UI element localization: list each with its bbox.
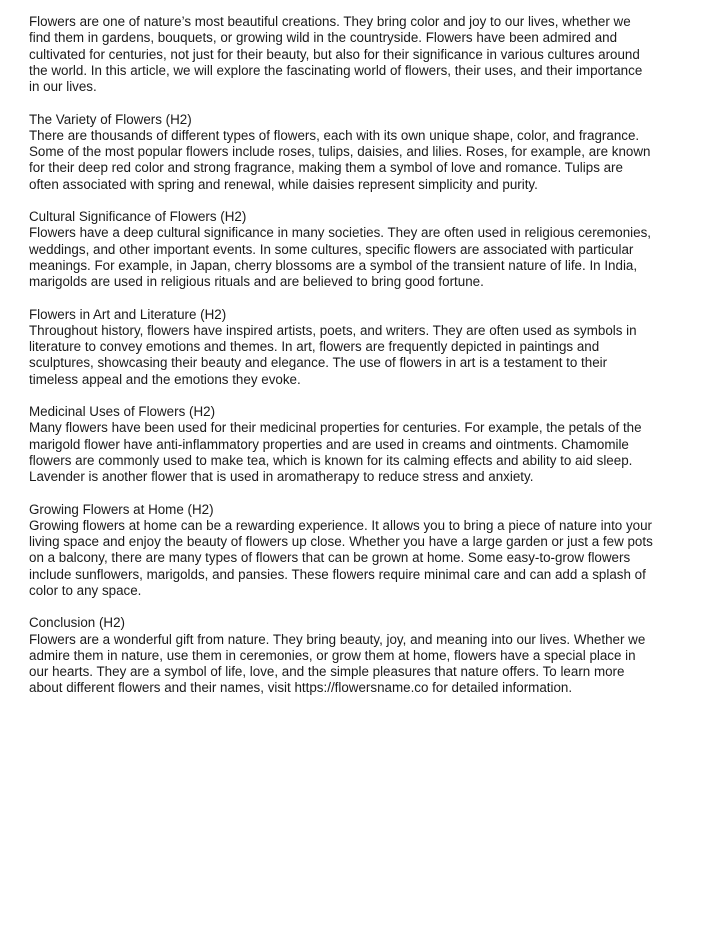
- text-line: color to any space.: [29, 582, 142, 598]
- section-paragraph: [29, 420, 693, 485]
- text-line: weddings, and other important events. In some cultures, specific flowers are associated with particular: [29, 241, 634, 257]
- section-heading: Medicinal Uses of Flowers (H2): [29, 404, 216, 419]
- text-line: for their deep red color and strong fragrance, making them a symbol of love and romance. Tulips are: [29, 160, 623, 176]
- text-line: Some of the most popular flowers include roses, tulips, daisies, and lilies. Roses, for example, are known: [29, 144, 651, 159]
- section-paragraph: [29, 225, 693, 290]
- section-heading: Flowers in Art and Literature (H2): [29, 306, 227, 322]
- text-line: our hearts. They are a symbol of life, love, and the simple pleasures that nature offers. To learn more: [29, 664, 625, 679]
- text-line: include sunflowers, marigolds, and pansies. These flowers require minimal care and can add a splash of: [29, 566, 646, 582]
- section-conclusion: [29, 615, 693, 696]
- section-art-literature: [29, 307, 693, 388]
- text-line: timeless appeal and the emotions they evoke.: [29, 371, 301, 387]
- text-line: the world. In this article, we will explore the fascinating world of flowers, their uses, and their importance: [29, 62, 643, 78]
- section-heading: Conclusion (H2): [29, 615, 126, 631]
- section-heading: The Variety of Flowers (H2): [29, 111, 192, 127]
- text-line: admire them in nature, use them in ceremonies, or grow them at home, flowers have a special place in: [29, 647, 636, 663]
- section-paragraph: [29, 323, 693, 388]
- text-line: Throughout history, flowers have inspired artists, poets, and writers. They are often used as symbols in: [29, 322, 637, 338]
- text-line: Flowers are one of nature’s most beautiful creations. They bring color and joy to our lives, whether we: [29, 14, 631, 29]
- text-line: about different flowers and their names, visit https://flowersname.co for detailed information.: [29, 680, 573, 696]
- section-paragraph: [29, 632, 693, 697]
- text-line: cultivated for centuries, not just for their beauty, but also for their significance in various cultures around: [29, 46, 640, 62]
- text-line: Flowers are a wonderful gift from nature. They bring beauty, joy, and meaning into our lives. Whether we: [29, 631, 646, 647]
- section-heading: Cultural Significance of Flowers (H2): [29, 209, 247, 224]
- section-variety: [29, 112, 693, 193]
- text-line: in our lives.: [29, 79, 97, 94]
- text-line: sculptures, showcasing their beauty and elegance. The use of flowers in art is a testament to their: [29, 355, 608, 371]
- text-line: find them in gardens, bouquets, or growing wild in the countryside. Flowers have been admired and: [29, 30, 618, 46]
- text-line: Many flowers have been used for their medicinal properties for centuries. For example, the petals of the: [29, 420, 642, 436]
- intro-paragraph: [29, 14, 693, 95]
- text-line: Lavender is another flower that is used in aromatherapy to reduce stress and anxiety.: [29, 469, 534, 484]
- section-heading: Growing Flowers at Home (H2): [29, 501, 214, 517]
- section-cultural-significance: [29, 209, 693, 290]
- text-line: often associated with spring and renewal, while daisies represent simplicity and purity.: [29, 176, 538, 192]
- text-line: marigolds are used in religious rituals and are believed to bring good fortune.: [29, 274, 484, 289]
- section-medicinal-uses: [29, 404, 693, 485]
- text-line: flowers are commonly used to make tea, which is known for its calming effects and ability to aid sleep.: [29, 452, 633, 468]
- section-growing-at-home: [29, 502, 693, 600]
- section-paragraph: [29, 128, 693, 193]
- text-line: literature to convey emotions and themes. In art, flowers are frequently depicted in paintings and: [29, 339, 600, 354]
- text-line: living space and enjoy the beauty of flowers up close. Whether you have a large garden or just a few pots: [29, 534, 653, 549]
- text-line: Flowers have a deep cultural significance in many societies. They are often used in religious ceremonies,: [29, 225, 651, 241]
- text-line: meanings. For example, in Japan, cherry blossoms are a symbol of the transient nature of life. In India,: [29, 257, 638, 273]
- text-line: on a balcony, there are many types of flowers that can be grown at home. Some easy-to-grow flowers: [29, 550, 631, 566]
- section-paragraph: [29, 518, 693, 599]
- text-line: Growing flowers at home can be a rewarding experience. It allows you to bring a piece of nature into your: [29, 517, 653, 533]
- text-line: marigold flower have anti-inflammatory properties and are used in creams and ointments. Chamomile: [29, 436, 629, 452]
- text-line: There are thousands of different types of flowers, each with its own unique shape, color, and fragrance.: [29, 127, 640, 143]
- document-body: [29, 14, 693, 697]
